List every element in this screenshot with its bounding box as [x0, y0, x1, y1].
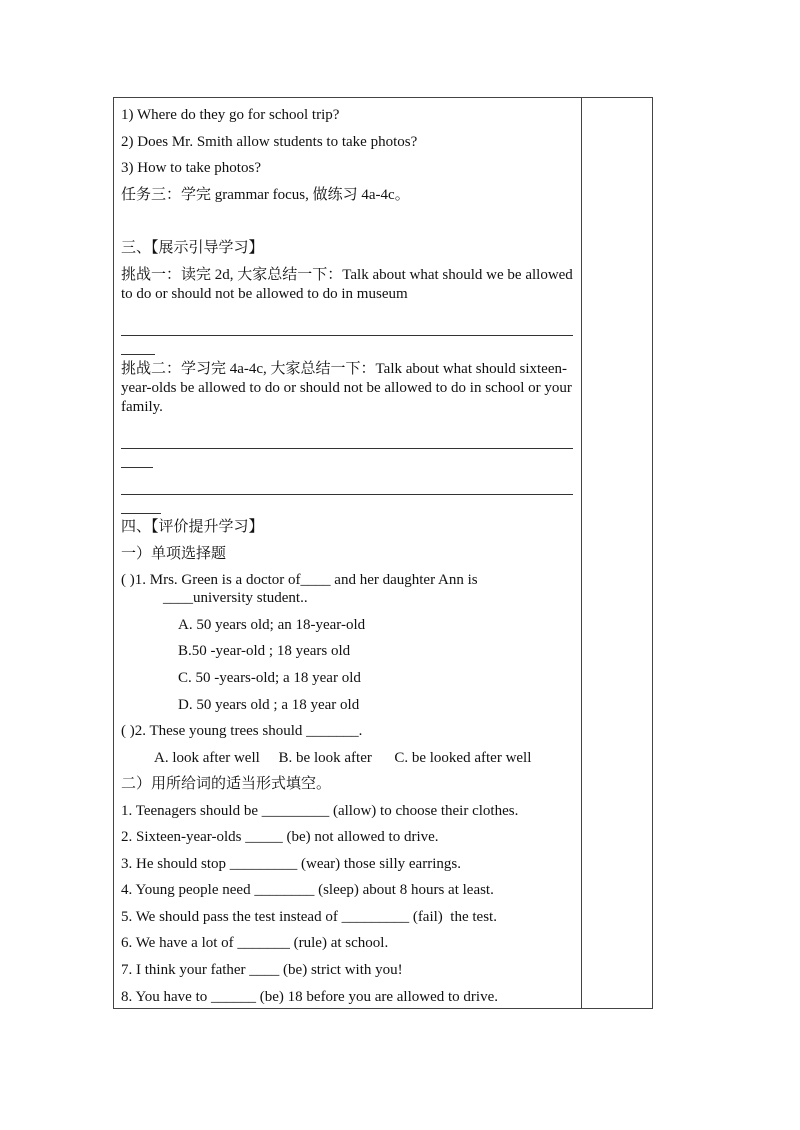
mc-2-stem: ( )2. These young trees should _______. — [121, 723, 363, 739]
mc-1-stem-cont: ____university student.. — [163, 590, 308, 606]
answer-blank-1b — [121, 354, 155, 355]
fill-in-4: 4. Young people need ________ (sleep) about 8 hours at least. — [121, 882, 494, 898]
part-1-heading: 一）单项选择题 — [121, 546, 227, 562]
question-3: 3) How to take photos? — [121, 160, 261, 176]
mc-2-options: A. look after well B. be look after C. be looked after well — [154, 750, 532, 766]
mc-1-option-a: A. 50 years old; an 18-year-old — [178, 617, 366, 633]
answer-blank-2d — [121, 513, 161, 514]
part-2-heading: 二）用所给词的适当形式填空。 — [121, 776, 332, 792]
section-4-heading: 四、【评价提升学习】 — [121, 519, 264, 535]
challenge-1: 挑战一：读完 2d, 大家总结一下：Talk about what should we be allowed to do or should not be allowed to do in museum — [121, 267, 573, 302]
fill-in-8: 8. You have to ______ (be) 18 before you are allowed to drive. — [121, 989, 498, 1005]
answer-blank-1a — [121, 335, 573, 336]
fill-in-5: 5. We should pass the test instead of _________ (fail) the test. — [121, 909, 497, 925]
answer-blank-2c — [121, 494, 573, 495]
fill-in-6: 6. We have a lot of _______ (rule) at school. — [121, 935, 389, 951]
answer-blank-2a — [121, 448, 573, 449]
fill-in-7: 7. I think your father ____ (be) strict with you! — [121, 962, 403, 978]
fill-in-3: 3. He should stop _________ (wear) those silly earrings. — [121, 856, 461, 872]
mc-1-option-c: C. 50 -years-old; a 18 year old — [178, 670, 361, 686]
mc-1-option-d: D. 50 years old ; a 18 year old — [178, 697, 360, 713]
mc-1-option-b: B.50 -year-old ; 18 years old — [178, 643, 351, 659]
question-1: 1) Where do they go for school trip? — [121, 107, 340, 123]
answer-blank-2b — [121, 467, 153, 468]
fill-in-1: 1. Teenagers should be _________ (allow) to choose their clothes. — [121, 803, 519, 819]
section-3-heading: 三、【展示引导学习】 — [121, 240, 264, 256]
worksheet-table — [113, 97, 653, 1009]
task-3: 任务三：学完 grammar focus, 做练习 4a-4c。 — [121, 187, 410, 203]
mc-1-stem: ( )1. Mrs. Green is a doctor of____ and her daughter Ann is — [121, 572, 478, 588]
question-2: 2) Does Mr. Smith allow students to take photos? — [121, 134, 418, 150]
challenge-2: 挑战二：学习完 4a-4c, 大家总结一下：Talk about what should sixteen-year-olds be allowed to do or should not be allowed to do in school or your family. — [121, 361, 572, 415]
column-divider — [581, 98, 582, 1008]
fill-in-2: 2. Sixteen-year-olds _____ (be) not allowed to drive. — [121, 829, 439, 845]
